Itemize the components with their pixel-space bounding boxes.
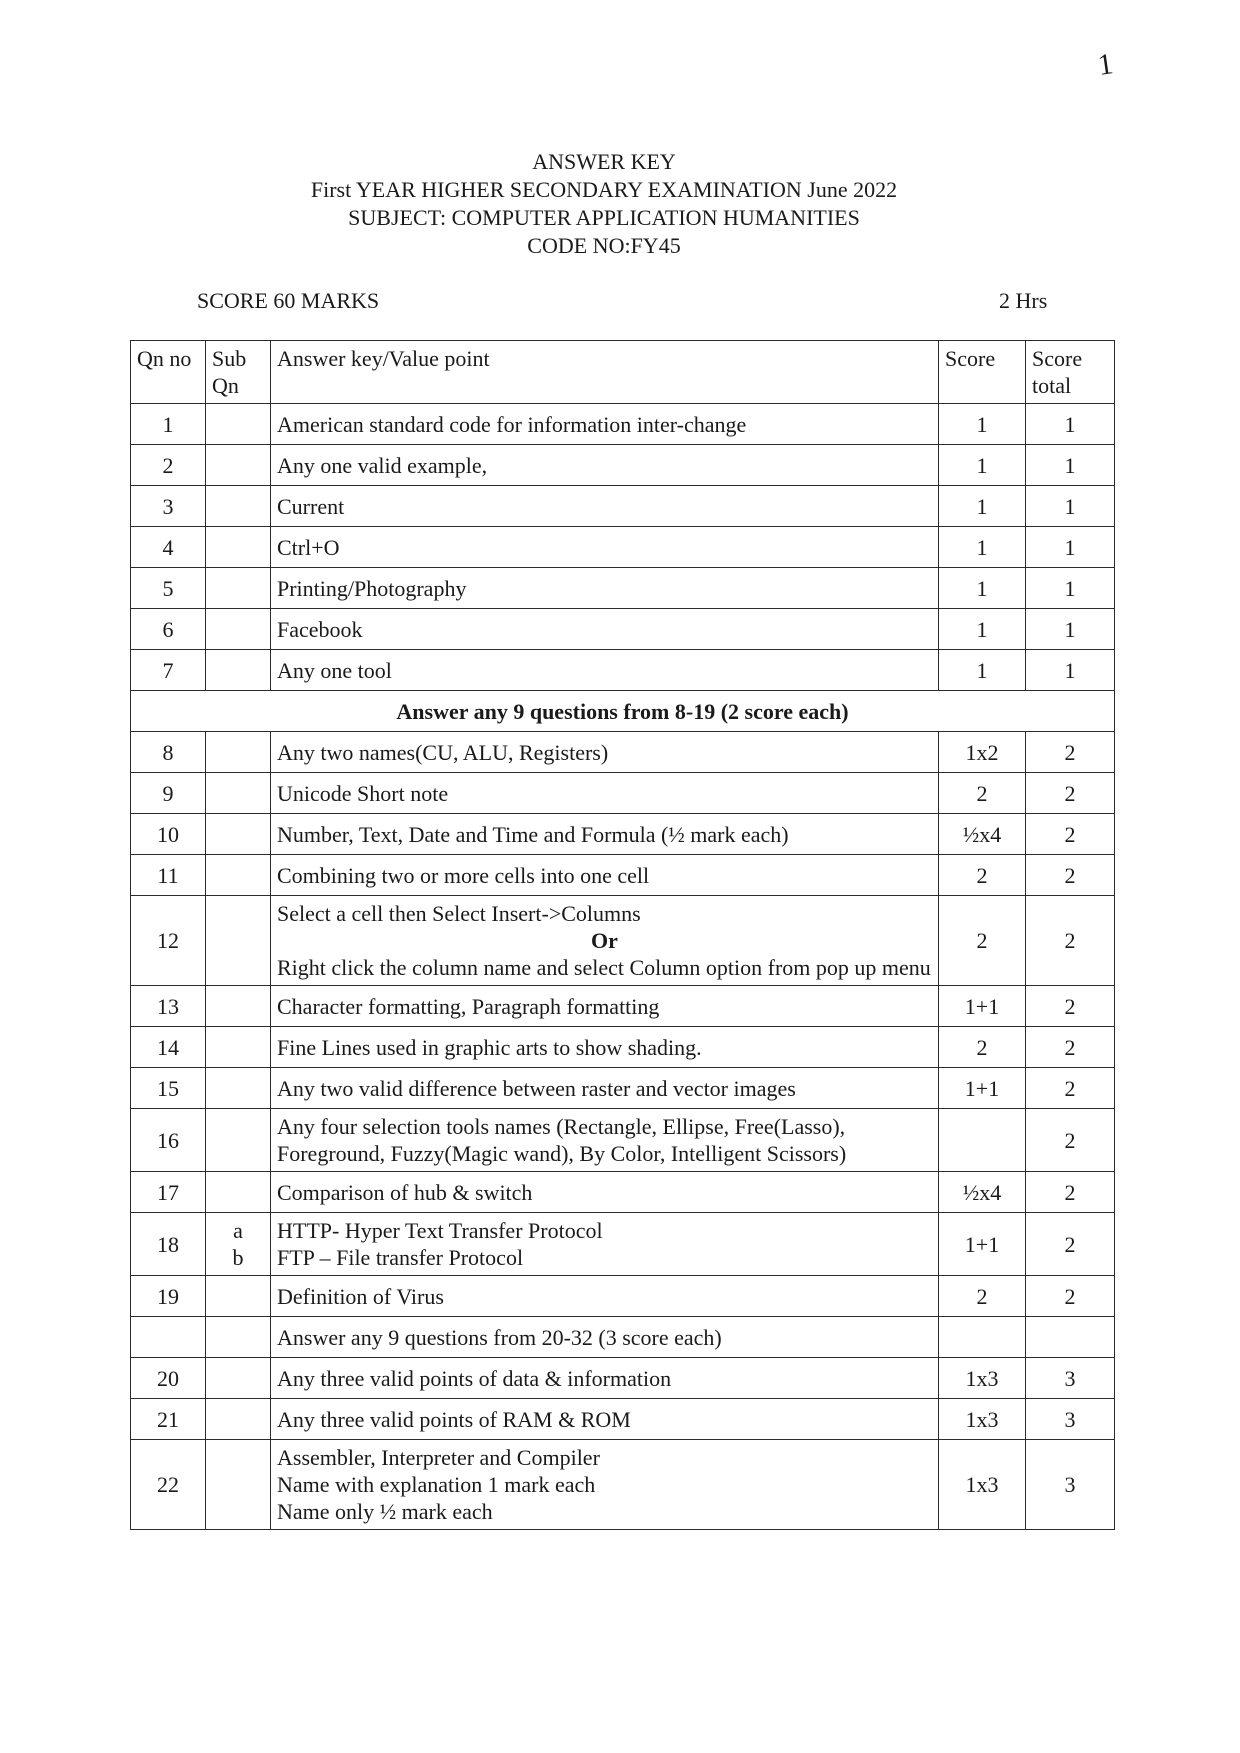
- table-row: [131, 1399, 1115, 1440]
- header-answer: Answer key/Value point: [271, 341, 939, 404]
- answer-cell: Any four selection tools names (Rectangle, Ellipse, Free(Lasso), Foreground, Fuzzy(Magic wand), By Color, Intelligent Scissors): [271, 1109, 939, 1172]
- answer-cell: Any two valid difference between raster and vector images: [271, 1068, 939, 1109]
- answer-cell: Any two names(CU, ALU, Registers): [271, 732, 939, 773]
- section-heading: Answer any 9 questions from 20-32 (3 score each): [271, 1317, 939, 1358]
- answer-cell: Ctrl+O: [271, 527, 939, 568]
- total-cell: [1026, 1317, 1115, 1358]
- sub-cell: [206, 1213, 271, 1276]
- score-cell: 1: [939, 650, 1026, 691]
- answer-cell: Any one valid example,: [271, 445, 939, 486]
- sub-cell: [206, 855, 271, 896]
- answer-cell: Current: [271, 486, 939, 527]
- qn-cell: 10: [131, 814, 206, 855]
- table-row: [131, 732, 1115, 773]
- table-row: [131, 486, 1115, 527]
- score-cell: ½x4: [939, 1172, 1026, 1213]
- answer-cell: Printing/Photography: [271, 568, 939, 609]
- score-cell: 1+1: [939, 1213, 1026, 1276]
- sub-cell: [206, 773, 271, 814]
- score-cell: 2: [939, 1027, 1026, 1068]
- table-row: [131, 773, 1115, 814]
- score-cell: 1: [939, 568, 1026, 609]
- exam-name: First YEAR HIGHER SECONDARY EXAMINATION June 2022: [310, 177, 898, 202]
- sub-cell: [206, 1172, 271, 1213]
- sub-cell: [206, 1317, 271, 1358]
- sub-cell: [206, 1027, 271, 1068]
- doc-title: ANSWER KEY: [532, 149, 676, 174]
- total-cell: 2: [1026, 1109, 1115, 1172]
- answer-cell: Comparison of hub & switch: [271, 1172, 939, 1213]
- qn-cell: 16: [131, 1109, 206, 1172]
- header-sub: Sub Qn: [206, 341, 271, 404]
- answer-key-table: [130, 340, 1115, 1530]
- score-cell: 1+1: [939, 986, 1026, 1027]
- table-row: [131, 404, 1115, 445]
- header-total: Score total: [1026, 341, 1115, 404]
- sub-cell: [206, 814, 271, 855]
- qn-cell: 19: [131, 1276, 206, 1317]
- score-cell: 1x3: [939, 1399, 1026, 1440]
- qn-cell: 7: [131, 650, 206, 691]
- score-cell: 2: [939, 773, 1026, 814]
- score-cell: 1: [939, 486, 1026, 527]
- table-row: [131, 1213, 1115, 1276]
- sub-cell: [206, 896, 271, 986]
- sub-cell: [206, 1358, 271, 1399]
- total-cell: 2: [1026, 773, 1115, 814]
- answer-cell: [271, 1440, 939, 1530]
- header-score: Score: [939, 341, 1026, 404]
- answer-cell: Character formatting, Paragraph formatting: [271, 986, 939, 1027]
- section-heading-row: [131, 1317, 1115, 1358]
- header-qn: Qn no: [131, 341, 206, 404]
- total-cell: 2: [1026, 1213, 1115, 1276]
- total-cell: 2: [1026, 1172, 1115, 1213]
- answer-cell: Fine Lines used in graphic arts to show shading.: [271, 1027, 939, 1068]
- total-cell: 2: [1026, 896, 1115, 986]
- page-number: 1: [1095, 47, 1116, 82]
- answer-cell: Number, Text, Date and Time and Formula (½ mark each): [271, 814, 939, 855]
- sub-cell: [206, 568, 271, 609]
- qn-cell: 2: [131, 445, 206, 486]
- total-score: SCORE 60 MARKS: [197, 288, 380, 313]
- qn-cell: 13: [131, 986, 206, 1027]
- sub-cell: [206, 1399, 271, 1440]
- sub-cell: [206, 609, 271, 650]
- section-heading: Answer any 9 questions from 8-19 (2 score each): [131, 691, 1115, 732]
- score-cell: [939, 1317, 1026, 1358]
- sub-cell: [206, 1109, 271, 1172]
- total-cell: 2: [1026, 1068, 1115, 1109]
- sub-cell: [206, 986, 271, 1027]
- qn-cell: 17: [131, 1172, 206, 1213]
- answer-part-a: HTTP- Hyper Text Transfer Protocol: [277, 1218, 603, 1243]
- qn-cell: 20: [131, 1358, 206, 1399]
- qn-cell: 21: [131, 1399, 206, 1440]
- table-row: [131, 1358, 1115, 1399]
- table-row: [131, 986, 1115, 1027]
- sub-cell: [206, 404, 271, 445]
- answer-cell: [271, 896, 939, 986]
- answer-cell: Any one tool: [271, 650, 939, 691]
- document-header: [0, 148, 1208, 260]
- qn-cell: 9: [131, 773, 206, 814]
- table-row: [131, 855, 1115, 896]
- table-row: [131, 568, 1115, 609]
- score-cell: 1x3: [939, 1440, 1026, 1530]
- score-cell: 1+1: [939, 1068, 1026, 1109]
- answer-cell: Combining two or more cells into one cell: [271, 855, 939, 896]
- score-cell: 1: [939, 527, 1026, 568]
- total-cell: 2: [1026, 814, 1115, 855]
- section-heading-row: [131, 691, 1115, 732]
- score-cell: 2: [939, 896, 1026, 986]
- answer-option-b: Right click the column name and select Column option from pop up menu: [277, 955, 931, 980]
- table-row: [131, 527, 1115, 568]
- sub-label-b: b: [232, 1245, 244, 1270]
- table-header-row: [131, 341, 1115, 404]
- total-cell: 1: [1026, 445, 1115, 486]
- total-cell: 2: [1026, 855, 1115, 896]
- score-cell: 1x3: [939, 1358, 1026, 1399]
- code-line: CODE NO:FY45: [527, 233, 681, 258]
- answer-line: Assembler, Interpreter and Compiler: [277, 1445, 600, 1470]
- qn-cell: 3: [131, 486, 206, 527]
- score-cell: 1x2: [939, 732, 1026, 773]
- score-cell: ½x4: [939, 814, 1026, 855]
- answer-option-a: Select a cell then Select Insert->Columns: [277, 901, 641, 926]
- score-cell: 2: [939, 855, 1026, 896]
- exam-duration: 2 Hrs: [999, 288, 1048, 313]
- table-row: [131, 445, 1115, 486]
- total-cell: 2: [1026, 1027, 1115, 1068]
- score-cell: 1: [939, 445, 1026, 486]
- answer-cell: American standard code for information inter-change: [271, 404, 939, 445]
- qn-cell: 15: [131, 1068, 206, 1109]
- answer-cell: Definition of Virus: [271, 1276, 939, 1317]
- qn-cell: 1: [131, 404, 206, 445]
- answer-line: Name with explanation 1 mark each: [277, 1472, 596, 1497]
- score-cell: 2: [939, 1276, 1026, 1317]
- total-cell: 3: [1026, 1440, 1115, 1530]
- table-row: [131, 896, 1115, 986]
- qn-cell: 4: [131, 527, 206, 568]
- sub-cell: [206, 650, 271, 691]
- table-row: [131, 609, 1115, 650]
- table-row: [131, 1109, 1115, 1172]
- sub-cell: [206, 1068, 271, 1109]
- total-cell: 2: [1026, 732, 1115, 773]
- or-separator: Or: [591, 928, 618, 953]
- table-row: [131, 1276, 1115, 1317]
- sub-cell: [206, 445, 271, 486]
- answer-cell: Facebook: [271, 609, 939, 650]
- sub-cell: [206, 486, 271, 527]
- qn-cell: 5: [131, 568, 206, 609]
- table-row: [131, 814, 1115, 855]
- answer-cell: Any three valid points of data & information: [271, 1358, 939, 1399]
- sub-cell: [206, 1440, 271, 1530]
- total-cell: 1: [1026, 650, 1115, 691]
- qn-cell: 14: [131, 1027, 206, 1068]
- table-row: [131, 1027, 1115, 1068]
- answer-cell: Any three valid points of RAM & ROM: [271, 1399, 939, 1440]
- answer-part-b: FTP – File transfer Protocol: [277, 1245, 524, 1270]
- total-cell: 2: [1026, 986, 1115, 1027]
- table-row: [131, 1440, 1115, 1530]
- qn-cell: 6: [131, 609, 206, 650]
- total-cell: 1: [1026, 568, 1115, 609]
- total-cell: 1: [1026, 609, 1115, 650]
- score-cell: 1: [939, 404, 1026, 445]
- qn-cell: 22: [131, 1440, 206, 1530]
- total-cell: 1: [1026, 486, 1115, 527]
- sub-cell: [206, 1276, 271, 1317]
- sub-cell: [206, 732, 271, 773]
- qn-cell: 11: [131, 855, 206, 896]
- sub-label-a: a: [233, 1218, 243, 1243]
- table-row: [131, 1172, 1115, 1213]
- total-cell: 1: [1026, 404, 1115, 445]
- score-cell: 1: [939, 609, 1026, 650]
- score-cell: [939, 1109, 1026, 1172]
- qn-cell: [131, 1317, 206, 1358]
- table-row: [131, 650, 1115, 691]
- qn-cell: 18: [131, 1213, 206, 1276]
- subject-line: SUBJECT: COMPUTER APPLICATION HUMANITIES: [348, 205, 860, 230]
- sub-cell: [206, 527, 271, 568]
- qn-cell: 8: [131, 732, 206, 773]
- total-cell: 3: [1026, 1358, 1115, 1399]
- qn-cell: 12: [131, 896, 206, 986]
- total-cell: 1: [1026, 527, 1115, 568]
- answer-cell: [271, 1213, 939, 1276]
- answer-line: Name only ½ mark each: [277, 1499, 493, 1524]
- table-row: [131, 1068, 1115, 1109]
- total-cell: 3: [1026, 1399, 1115, 1440]
- total-cell: 2: [1026, 1276, 1115, 1317]
- answer-cell: Unicode Short note: [271, 773, 939, 814]
